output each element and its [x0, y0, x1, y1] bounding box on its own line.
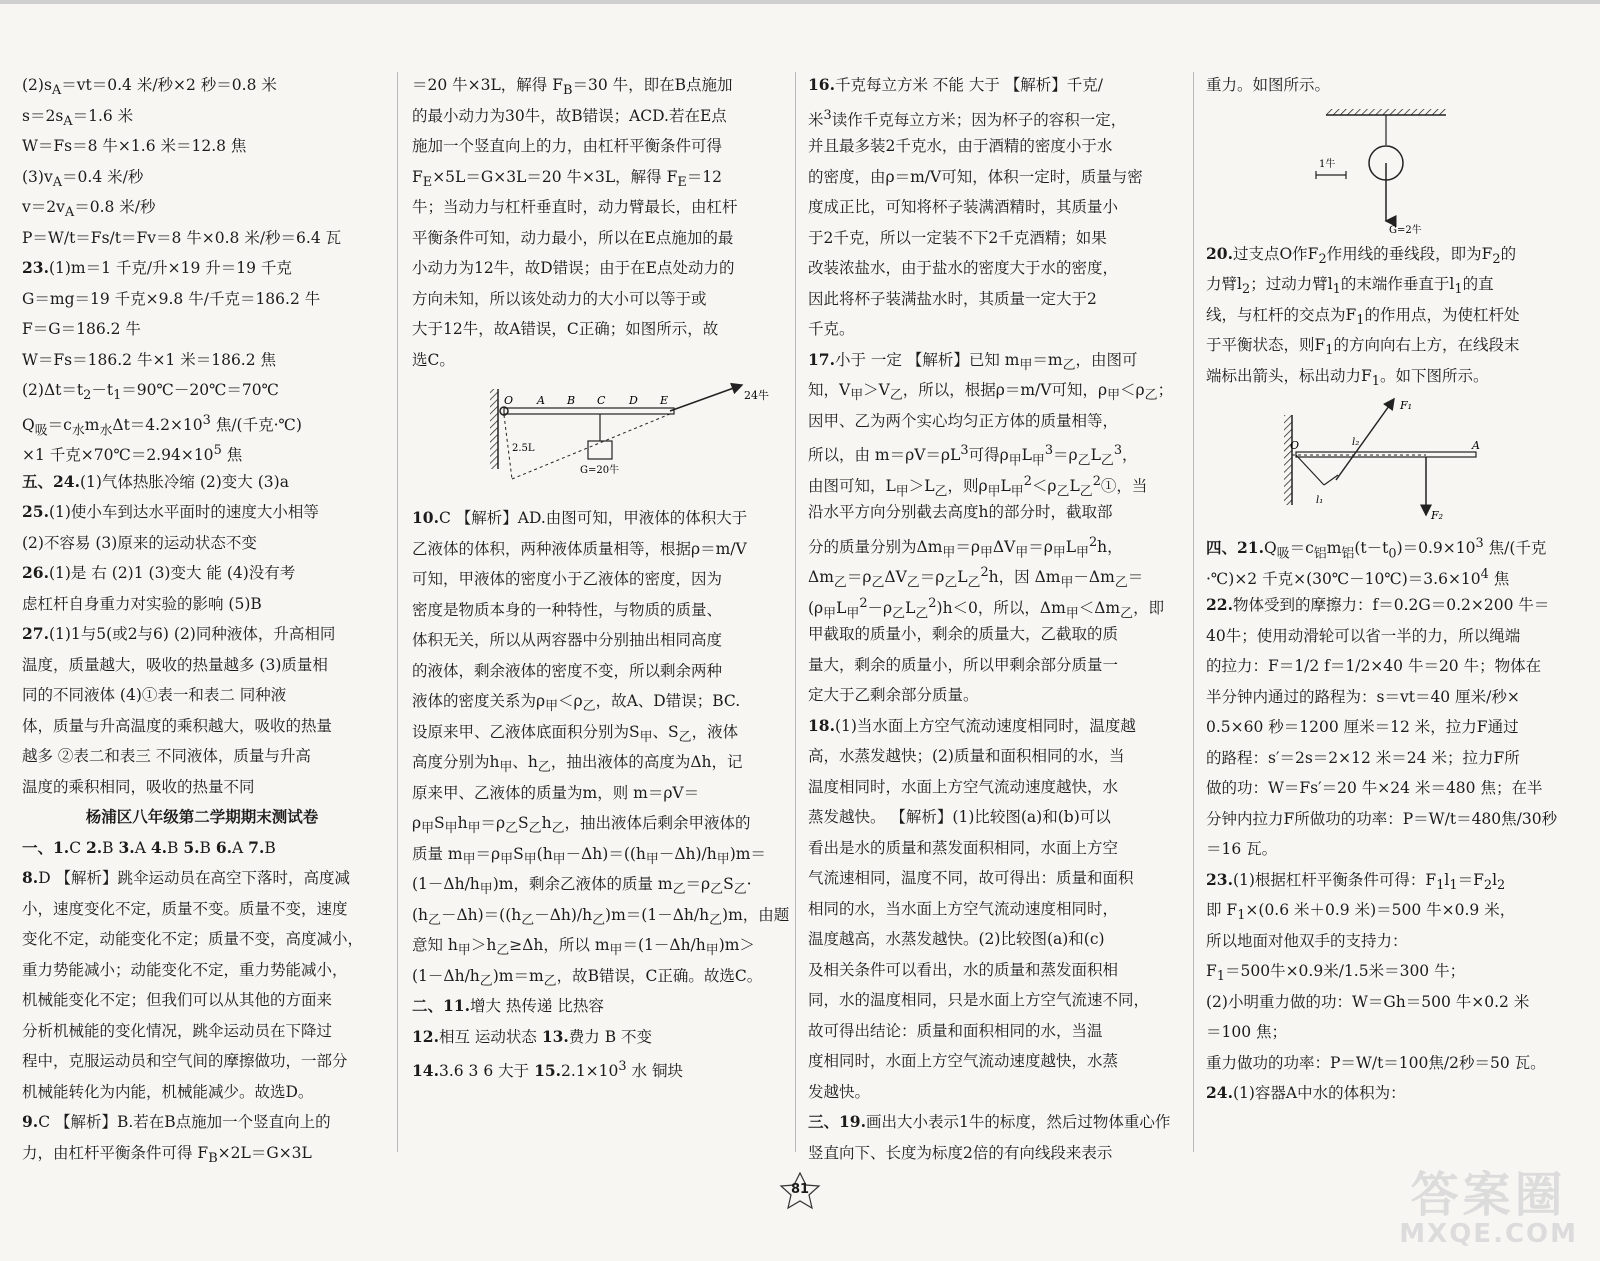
text-line: 方向未知，所以该处动力的大小可以等于或: [412, 289, 707, 308]
text-line: 的密度，由ρ＝m/V可知，体积一定时，质量与密: [808, 167, 1143, 186]
text-line: 于2千克，所以一定装不下2千克酒精；如果: [808, 228, 1107, 247]
text-line: 变化不定，动能变化不定；质量不变，高度减小，: [22, 930, 364, 948]
text-line: 大于12牛，故A错误，C正确；如图所示，故: [412, 320, 719, 338]
text-line: $Q_吸=c_水m_水\Delta t=4.2\times 10^3$ 焦/(千克·℃): [22, 412, 302, 438]
text-line: 的液体，剩余液体的密度不变，所以剩余两种: [412, 661, 723, 680]
label-l1: l₁: [1316, 495, 1324, 506]
label-A: A: [1472, 439, 1480, 452]
text-line: 所以地面对他双手的支持力：: [1206, 931, 1408, 950]
text-line: 并且最多装2千克水，由于酒精的密度小于水: [808, 137, 1113, 155]
text-line: 23.(1)根据杠杆平衡条件可得：$F_1l_1=F_2l_2$: [1206, 869, 1506, 893]
text-line: 施加一个竖直向上的力，由杠杆平衡条件可得: [412, 137, 723, 155]
column-divider: [397, 72, 398, 1152]
text-line: 22.物体受到的摩擦力：f＝0.2G＝0.2×200 牛＝: [1206, 595, 1550, 614]
watermark-url: MXQE.COM: [1399, 1219, 1578, 1249]
force-F1-arrow: [1336, 399, 1394, 480]
top-rule: [0, 0, 1600, 4]
text-line: 23.(1)m＝1 千克/升×19 升＝19 千克: [22, 258, 292, 277]
label-O: O: [1290, 439, 1300, 452]
text-line: 线，与杠杆的交点为$F_1$的作用点，为使杠杆处: [1206, 305, 1520, 328]
force-label: 24牛: [744, 389, 769, 402]
text-line: W＝Fs＝186.2 牛×1 米＝186.2 焦: [22, 350, 277, 369]
text-line: 定大于乙剩余部分质量。: [808, 686, 979, 704]
text-line: 力臂$l_2$；过动力臂$l_1$的末端作垂直于$l_1$的直: [1206, 275, 1494, 298]
text-line: 24.(1)容器A中水的体积为：: [1206, 1083, 1406, 1102]
column-3: [808, 70, 1180, 1168]
text-line: 即 $F_1\times(0.6$ 米＋0.9 米)＝500 牛×0.9 米，: [1206, 901, 1516, 924]
lever-diagram: [482, 379, 782, 499]
gravity-diagram: [1286, 105, 1506, 235]
lever-force-diagram: [1276, 395, 1516, 525]
text-line: 由图可知，$L_甲>L_乙$，则$\rho_甲L_甲^2<\rho_乙L_乙^2①$，当: [808, 473, 1148, 499]
text-line: $(\rho_甲L_甲^2-\rho_乙L_乙^2)h<0$，所以，$\Delta m_甲<\Delta m_乙$，即: [808, 595, 1165, 621]
text-line: 沿水平方向分别截去高度h的部分时，截取部: [808, 503, 1113, 521]
text-line: 意知 $h_甲>h_乙\ge\Delta h$，所以 $m_甲=(1-\Delta h/h_甲)m>$: [412, 936, 755, 959]
text-line: 10.C 【解析】AD.由图可知，甲液体的体积大于: [412, 508, 748, 527]
text-line: 17.小于 一定 【解析】已知 $m_甲=m_乙$，由图可: [808, 349, 1138, 373]
text-line: 25.(1)使小车到达水平面时的速度大小相等: [22, 502, 319, 521]
text-line: 体，质量与升高温度的乘积越大，吸收的热量: [22, 716, 333, 735]
text-line: 重力做功的功率：P＝W/t＝100焦/2秒＝50 瓦。: [1206, 1053, 1546, 1072]
ceiling: [1326, 109, 1446, 115]
text-line: 乙液体的体积，两种液体质量相等，根据ρ＝m/V: [412, 539, 747, 558]
text-line: 27.(1)1与5(或2与6) (2)同种液体，升高相同: [22, 624, 336, 643]
label-l2: l₂: [1352, 437, 1360, 448]
text-line: 知，$V_甲>V_乙$，所以，根据ρ＝m/V可知，$\rho_甲<\rho_乙$；: [808, 381, 1174, 404]
text-line: 端标出箭头，标出动力$F_1$。如下图所示。: [1206, 366, 1489, 389]
text-line: 的拉力：F＝1/2 f＝1/2×40 牛＝20 牛；物体在: [1206, 657, 1542, 675]
text-line: 选C。: [412, 350, 455, 369]
weight-block: [588, 441, 612, 459]
text-line: G＝mg＝19 千克×9.8 牛/千克＝186.2 牛: [22, 289, 321, 308]
text-line: 所以，由 $m=\rho V=\rho L^3$可得$\rho_甲L_甲^3=\rho_乙L_乙^3$，: [808, 443, 1138, 469]
text-line: 平衡条件可知，动力最小，所以在E点施加的最: [412, 228, 734, 247]
text-line: $s=2s_A=1.6$ 米: [22, 106, 134, 129]
text-line: 故可得出结论：质量和面积相同的水，当温: [808, 1021, 1103, 1040]
text-line: 的路程：s′＝2s＝2×12 米＝24 米；拉力F所: [1206, 748, 1520, 767]
text-line: 可知，甲液体的密度小于乙液体的密度，因为: [412, 570, 723, 588]
page-number: 81: [790, 1182, 810, 1197]
text-line: $\Delta m_乙=\rho_乙\Delta V_乙=\rho_乙L_乙^2h$，因 $\Delta m_甲-\Delta m_乙=$: [808, 565, 1144, 591]
text-line: 质量 $m_甲=\rho_甲S_甲(h_甲-\Delta h)=((h_甲-\Delta h)/h_甲)m=$: [412, 844, 766, 867]
text-line: 设原来甲、乙液体底面积分别为$S_甲$、$S_乙$，液体: [412, 722, 739, 745]
label-O: O: [504, 394, 514, 407]
text-line: 及相关条件可以看出，水的质量和蒸发面积相: [808, 960, 1119, 979]
text-line: 五、24.(1)气体热胀冷缩 (2)变大 (3)a: [22, 471, 289, 491]
text-line: 机械能变化不定；但我们可以从其他的方面来: [22, 991, 333, 1009]
text-line: 重力。如图所示。: [1206, 76, 1331, 94]
text-line: 原来甲、乙液体的质量为m，则 m＝ρV＝: [412, 783, 700, 802]
text-line: 程中，克服运动员和空气间的摩擦做功，一部分: [22, 1052, 348, 1070]
gravity-diagram-figure: [1206, 105, 1584, 235]
lever-bar: [504, 408, 674, 414]
text-line: 因此将杯子装满盐水时，其质量一定大于2: [808, 289, 1097, 308]
text-line: 牛；当动力与杠杆垂直时，动力臂最长，由杠杆: [412, 198, 738, 216]
text-line: 温度，质量越大，吸收的热量越多 (3)质量相: [22, 655, 328, 674]
wall: [1284, 415, 1292, 505]
text-line: $(2)s_A=vt=0.4$ 米/秒×2 秒＝0.8 米: [22, 76, 277, 99]
label-F2: F₂: [1431, 509, 1444, 522]
text-line: 四、$21.Q_吸=c_铝m_铝(t-t_0)=0.9\times 10^3$ 焦/(千克: [1206, 536, 1547, 562]
text-line: 虑杠杆自身重力对实验的影响 (5)B: [22, 594, 262, 613]
text-line: 量大，剩余的质量小，所以甲剩余部分质量一: [808, 655, 1119, 674]
text-line: 20.过支点O作$F_2$作用线的垂线段，即为$F_2$的: [1206, 243, 1517, 267]
text-line: 机械能转化为内能，机械能减少。故选D。: [22, 1082, 314, 1101]
text-line: 竖直向下、长度为标度2倍的有向线段来表示: [808, 1143, 1113, 1162]
label-D: D: [629, 394, 638, 407]
text-line: 温度相同时，水面上方空气流动速度越快，水: [808, 777, 1119, 796]
watermark-logo: [1399, 1167, 1578, 1249]
text-line: 度相同时，水面上方空气流动速度越快，水蒸: [808, 1052, 1119, 1070]
text-line: 改装浓盐水，由于盐水的密度大于水的密度，: [808, 259, 1119, 277]
text-line: 小，速度变化不定，质量不变。质量不变，速度: [22, 899, 348, 918]
text-line: (2)不容易 (3)原来的运动状态不变: [22, 533, 257, 552]
text-line: 度成正比，可知将杯子装满酒精时，其质量小: [808, 198, 1119, 216]
text-line: 同，水的温度相同，只是水面上方空气流速不同，: [808, 991, 1150, 1009]
text-line: 温度越高，水蒸发越快。(2)比较图(a)和(c): [808, 930, 1105, 948]
weight-label: G=20牛: [580, 465, 620, 476]
text-line: 8.D 【解析】跳伞运动员在高空下落时，高度减: [22, 868, 351, 887]
text-line: 气流速相同，温度不同，故可得出：质量和面积: [808, 869, 1134, 887]
text-line: 高度分别为$h_甲$、$h_乙$，抽出液体的高度为Δh，记: [412, 753, 743, 776]
text-line: 因甲、乙为两个实心均匀正方体的质量相等，: [808, 411, 1119, 430]
label-E: E: [660, 394, 669, 407]
force-arrow: [670, 385, 742, 411]
text-line: 小动力为12牛，故D错误；由于在E点处动力的: [412, 259, 735, 277]
text-line: 千克。: [808, 320, 855, 338]
text-line: 密度是物质本身的一种特性，与物质的质量、: [412, 600, 723, 619]
text-line: 分钟内拉力F所做功的功率：P＝W/t＝480焦/30秒: [1206, 809, 1558, 828]
text-line: 甲截取的质量小，剩余的质量大，乙截取的质: [808, 625, 1119, 643]
text-line: (2)小明重力做的功：W＝Gh＝500 牛×0.2 米: [1206, 992, 1530, 1011]
text-line: 0.5×60 秒＝1200 厘米＝12 米，拉力F通过: [1206, 718, 1519, 736]
text-line: $(3)v_A=0.4$ 米/秒: [22, 167, 144, 190]
text-line: ＝16 瓦。: [1206, 840, 1278, 858]
text-line: 16.千克每立方米 不能 大于 【解析】千克/: [808, 75, 1103, 94]
text-line: $\rho_甲S_甲h_甲=\rho_乙S_乙h_乙$，抽出液体后剩余甲液体的: [412, 814, 751, 837]
text-line: 同的不同液体 (4)①表一和表二 同种液: [22, 686, 287, 704]
text-line: 高，水蒸发越快；(2)质量和面积相同的水，当: [808, 747, 1125, 765]
section-title: 杨浦区八年级第二学期期末测试卷: [85, 808, 319, 826]
text-line: F＝G＝186.2 牛: [22, 320, 141, 338]
wall: [490, 389, 498, 469]
text-line: 液体的密度关系为$\rho_甲<\rho_乙$，故A、D错误；BC.: [412, 692, 741, 715]
text-line: 12.相互 运动状态 13.费力 B 不变: [412, 1026, 653, 1046]
column-2: [412, 70, 790, 1083]
column-1: [22, 70, 382, 1168]
scale-label: 1牛: [1319, 158, 1336, 170]
text-line: 分析机械能的变化情况，跳伞运动员在下降过: [22, 1021, 333, 1040]
text-line: 米$^3$读作千克每立方米；因为杯子的容积一定，: [808, 107, 1127, 129]
text-line: $F_1=500$牛×0.9米/1.5米＝300 牛；: [1206, 962, 1466, 985]
text-line: 二、11.增大 热传递 比热容: [412, 996, 604, 1015]
text-line: 26.(1)是 右 (2)1 (3)变大 能 (4)没有考: [22, 563, 296, 582]
text-line: $(h_乙-\Delta h)=((h_乙-\Delta h)/h_乙)m=(1-\Delta h/h_乙)m$，由题: [412, 905, 790, 928]
text-line: 越多 ②表二和表三 不同液体，质量与升高: [22, 747, 311, 765]
text-line: 9.C 【解析】B.若在B点施加一个竖直向上的: [22, 1112, 331, 1131]
text-line: $(1-\Delta h/h_甲)m$，剩余乙液体的质量 $m_乙=\rho_乙S_乙\cdot$: [412, 875, 752, 898]
label-B: B: [567, 394, 576, 407]
text-line: 40牛；使用动滑轮可以省一半的力，所以绳端: [1206, 626, 1521, 645]
text-line: 力，由杠杆平衡条件可得 $F_B\times 2L=G\times 3L$: [22, 1143, 312, 1166]
arm-label: 2.5L: [512, 443, 535, 454]
label-F1: F₁: [1400, 399, 1413, 412]
text-line: $(1-\Delta h/h_乙)m=m_乙$，故B错误，C正确。故选C。: [412, 966, 763, 989]
text-line: $v=2v_A=0.8$ 米/秒: [22, 198, 156, 221]
column-4: [1206, 70, 1584, 1109]
text-line: P＝W/t＝Fs/t＝Fv＝8 牛×0.8 米/秒＝6.4 瓦: [22, 228, 342, 247]
text-line: ＝100 焦；: [1206, 1023, 1288, 1041]
gravity-label: G=2牛: [1389, 224, 1422, 236]
text-line: 三、19.画出大小表示1牛的标度，然后过物体重心作: [808, 1112, 1171, 1131]
text-line: 发越快。: [808, 1082, 871, 1101]
text-line: 重力势能减小；动能变化不定，重力势能减小，: [22, 960, 348, 979]
text-line: 于平衡状态，则$F_1$的方向向右上方，在线段末: [1206, 336, 1520, 359]
text-line: ＝20 牛×3L，解得 $F_B=30$ 牛，即在B点施加: [412, 76, 733, 99]
text-line: 一、1.C 2.B 3.A 4.B 5.B 6.A 7.B: [22, 837, 276, 857]
lever-diagram-figure: [412, 379, 782, 499]
lever-force-diagram-figure: [1206, 395, 1584, 525]
text-line: 做的功：W＝Fs′＝20 牛×24 米＝480 焦；在半: [1206, 779, 1543, 797]
text-line: 看出是水的质量和蒸发面积相同，水面上方空: [808, 838, 1119, 857]
text-line: ·℃)×2 千克$\times(30℃-10℃)=3.6\times 10^4$ 焦: [1206, 566, 1510, 588]
text-line: 分的质量分别为$\Delta m_甲=\rho_甲\Delta V_甲=\rho_甲L_甲^2h$，: [808, 534, 1123, 560]
text-line: 体积无关，所以从两容器中分别抽出相同高度: [412, 631, 723, 649]
text-line: 蒸发越快。 【解析】(1)比较图(a)和(b)可以: [808, 808, 1111, 826]
text-line: $(2)\Delta t=t_2-t_1=90℃-20℃=70℃$: [22, 381, 279, 404]
text-line: 相同的水，当水面上方空气流动速度相同时，: [808, 899, 1119, 918]
text-line: $F_E\times 5L=G\times 3L=20$ 牛×3L，解得 $F_E=12$: [412, 167, 722, 190]
label-A: A: [537, 394, 545, 407]
text-line: 半分钟内通过的路程为：s＝vt＝40 厘米/秒×: [1206, 687, 1520, 706]
text-line: 的最小动力为30牛，故B错误；ACD.若在E点: [412, 106, 727, 125]
watermark-text: 答案圈: [1410, 1167, 1567, 1223]
text-line: ×1 千克$\times 70℃=2.94\times 10^5$ 焦: [22, 443, 243, 465]
column-divider: [795, 72, 796, 1152]
text-line: W＝Fs＝8 牛×1.6 米＝12.8 焦: [22, 137, 247, 155]
text-line: 18.(1)当水面上方空气流动速度相同时，温度越: [808, 715, 1136, 735]
text-line: 14.3.6 3 6 大于 $15.2.1\times 10^3$ 水 铜块: [412, 1059, 683, 1081]
text-line: 温度的乘积相同，吸收的热量不同: [22, 777, 255, 796]
label-C: C: [597, 394, 606, 407]
column-divider: [1193, 72, 1194, 1152]
